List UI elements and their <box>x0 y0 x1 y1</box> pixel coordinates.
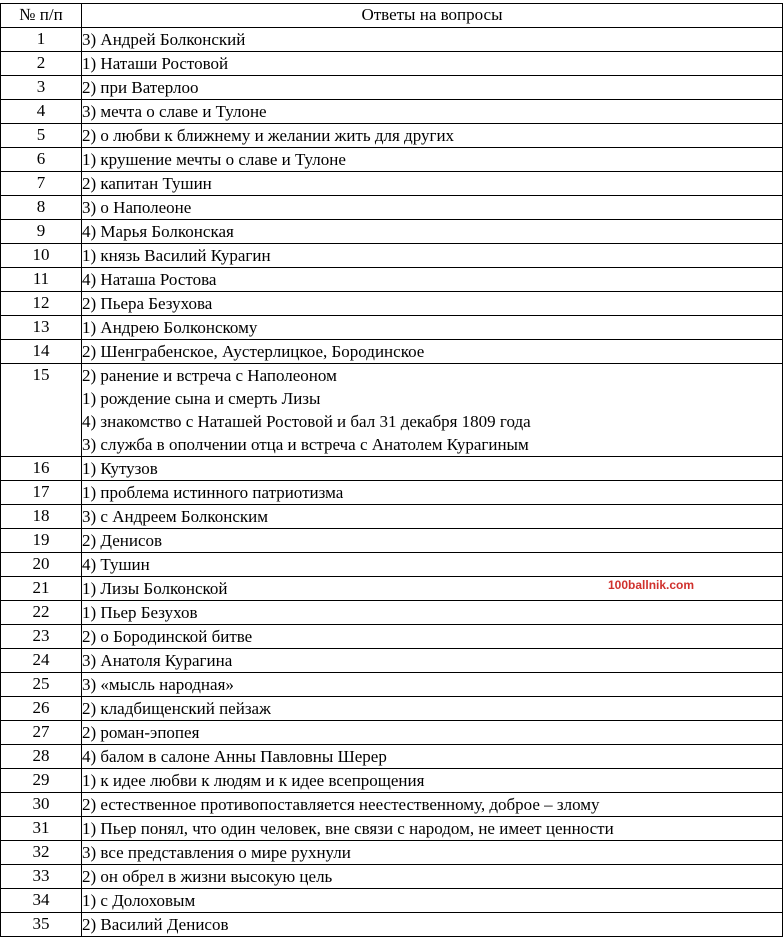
row-number: 14 <box>1 339 82 363</box>
table-row <box>1 315 783 339</box>
table-row <box>1 51 783 75</box>
answer-text: 1) к идее любви к людям и к идее всепрощения <box>82 770 425 790</box>
row-number: 3 <box>1 75 82 99</box>
table-row <box>1 480 783 504</box>
table-row <box>1 744 783 768</box>
answer-text: 1) Пьер Безухов <box>82 602 198 622</box>
row-number: 18 <box>1 504 82 528</box>
answer-text: 2) Шенграбенское, Аустерлицкое, Бородинское <box>82 341 425 361</box>
answer-text: 3) Андрей Болконский <box>82 29 246 49</box>
answer-cell <box>82 864 783 888</box>
answer-cell <box>82 195 783 219</box>
answer-text: 1) Наташи Ростовой <box>82 53 229 73</box>
row-number: 34 <box>1 888 82 912</box>
row-number: 5 <box>1 123 82 147</box>
answer-text: 2) при Ватерлоо <box>82 77 199 97</box>
row-number: 31 <box>1 816 82 840</box>
row-number: 23 <box>1 624 82 648</box>
table-row <box>1 624 783 648</box>
answer-cell <box>82 27 783 51</box>
table-row <box>1 99 783 123</box>
answer-text: 2) кладбищенский пейзаж <box>82 698 271 718</box>
table-row <box>1 864 783 888</box>
row-number: 25 <box>1 672 82 696</box>
answer-cell <box>82 624 783 648</box>
row-number: 33 <box>1 864 82 888</box>
answer-cell <box>82 840 783 864</box>
row-number: 35 <box>1 912 82 936</box>
answer-cell <box>82 267 783 291</box>
table-row <box>1 696 783 720</box>
row-number: 29 <box>1 768 82 792</box>
table-row <box>1 123 783 147</box>
answer-cell <box>82 648 783 672</box>
answer-cell <box>82 363 783 456</box>
row-number: 4 <box>1 99 82 123</box>
answer-text: 2) естественное противопоставляется неестественному, доброе – злому <box>82 794 600 814</box>
answer-cell <box>82 243 783 267</box>
answer-cell <box>82 99 783 123</box>
row-number: 2 <box>1 51 82 75</box>
table-row <box>1 147 783 171</box>
answer-cell <box>82 912 783 936</box>
row-number: 19 <box>1 528 82 552</box>
answer-text: 2) он обрел в жизни высокую цель <box>82 866 333 886</box>
answer-text: 4) Марья Болконская <box>82 221 234 241</box>
answer-text: 2) роман-эпопея <box>82 722 200 742</box>
table-row <box>1 528 783 552</box>
answers-body <box>1 27 783 936</box>
answer-cell <box>82 672 783 696</box>
row-number: 16 <box>1 456 82 480</box>
answer-cell <box>82 744 783 768</box>
row-number: 26 <box>1 696 82 720</box>
table-row <box>1 504 783 528</box>
answer-text: 3) с Андреем Болконским <box>82 506 269 526</box>
row-number: 12 <box>1 291 82 315</box>
answer-text: 2) Денисов <box>82 530 163 550</box>
table-row <box>1 219 783 243</box>
answer-cell <box>82 792 783 816</box>
table-row <box>1 648 783 672</box>
answer-text: 2) Пьера Безухова <box>82 293 213 313</box>
answer-text: 3) мечта о славе и Тулоне <box>82 101 267 121</box>
answer-text: 2) капитан Тушин <box>82 173 212 193</box>
answer-text: 4) Наташа Ростова <box>82 269 217 289</box>
answer-cell <box>82 75 783 99</box>
row-number: 30 <box>1 792 82 816</box>
answer-cell <box>82 291 783 315</box>
row-number: 20 <box>1 552 82 576</box>
answer-cell <box>82 147 783 171</box>
answer-text: 3) о Наполеоне <box>82 197 192 217</box>
table-row <box>1 339 783 363</box>
table-row <box>1 171 783 195</box>
answer-text: 1) князь Василий Курагин <box>82 245 271 265</box>
table-row <box>1 243 783 267</box>
answer-text: 3) служба в ополчении отца и встреча с Анатолем Курагиным <box>82 434 529 454</box>
row-number: 10 <box>1 243 82 267</box>
row-number: 7 <box>1 171 82 195</box>
answer-cell <box>82 696 783 720</box>
answer-text: 3) все представления о мире рухнули <box>82 842 351 862</box>
header-row <box>1 4 783 28</box>
table-row <box>1 888 783 912</box>
answer-text: 4) знакомство с Наташей Ростовой и бал 31 декабря 1809 года <box>82 411 531 431</box>
table-row <box>1 768 783 792</box>
answer-text: 3) «мысль народная» <box>82 674 234 694</box>
table-row <box>1 267 783 291</box>
table-row <box>1 816 783 840</box>
row-number: 32 <box>1 840 82 864</box>
answer-cell <box>82 600 783 624</box>
answer-cell <box>82 528 783 552</box>
answer-text: 1) Лизы Болконской <box>82 578 228 598</box>
row-number: 11 <box>1 267 82 291</box>
answers-table <box>0 3 783 937</box>
table-row <box>1 27 783 51</box>
table-row <box>1 363 783 456</box>
table-row <box>1 672 783 696</box>
table-row <box>1 912 783 936</box>
answer-text: 1) проблема истинного патриотизма <box>82 482 344 502</box>
answer-text: 1) крушение мечты о славе и Тулоне <box>82 149 346 169</box>
table-row <box>1 792 783 816</box>
answer-text: 4) Тушин <box>82 554 150 574</box>
answer-text: 2) Василий Денисов <box>82 914 229 934</box>
row-number: 8 <box>1 195 82 219</box>
answer-cell <box>82 480 783 504</box>
answer-text: 1) рождение сына и смерть Лизы <box>82 388 321 408</box>
answer-text: 2) о любви к ближнему и желании жить для других <box>82 125 455 145</box>
row-number: 28 <box>1 744 82 768</box>
row-number: 9 <box>1 219 82 243</box>
answer-cell <box>82 456 783 480</box>
answer-cell <box>82 720 783 744</box>
answer-text: 1) Кутузов <box>82 458 158 478</box>
table-row <box>1 456 783 480</box>
table-row <box>1 600 783 624</box>
row-number: 13 <box>1 315 82 339</box>
row-number: 27 <box>1 720 82 744</box>
column-header-answers: Ответы на вопросы <box>82 4 783 28</box>
answer-text: 3) Анатоля Курагина <box>82 650 233 670</box>
answer-text: 2) ранение и встреча с Наполеоном <box>82 365 337 385</box>
answer-cell <box>82 219 783 243</box>
answer-cell <box>82 888 783 912</box>
row-number: 21 <box>1 576 82 600</box>
table-row <box>1 720 783 744</box>
watermark: 100ballnik.com <box>608 578 695 592</box>
answer-cell <box>82 315 783 339</box>
table-row <box>1 195 783 219</box>
table-row <box>1 552 783 576</box>
answer-text: 2) о Бородинской битве <box>82 626 253 646</box>
table-row <box>1 291 783 315</box>
answer-cell <box>82 768 783 792</box>
row-number: 22 <box>1 600 82 624</box>
answer-cell <box>82 51 783 75</box>
answer-cell <box>82 123 783 147</box>
row-number: 6 <box>1 147 82 171</box>
row-number: 15 <box>1 363 82 456</box>
answer-text: 1) Пьер понял, что один человек, вне связи с народом, не имеет ценности <box>82 818 614 838</box>
column-header-number: № п/п <box>1 4 82 28</box>
table-row <box>1 75 783 99</box>
answer-text: 1) Андрею Болконскому <box>82 317 258 337</box>
row-number: 17 <box>1 480 82 504</box>
row-number: 24 <box>1 648 82 672</box>
answer-text: 4) балом в салоне Анны Павловны Шерер <box>82 746 387 766</box>
table-row <box>1 840 783 864</box>
answer-text: 1) с Долоховым <box>82 890 196 910</box>
answer-cell <box>82 552 783 576</box>
answer-cell <box>82 339 783 363</box>
answer-cell <box>82 816 783 840</box>
row-number: 1 <box>1 27 82 51</box>
answer-cell <box>82 171 783 195</box>
answer-cell <box>82 504 783 528</box>
